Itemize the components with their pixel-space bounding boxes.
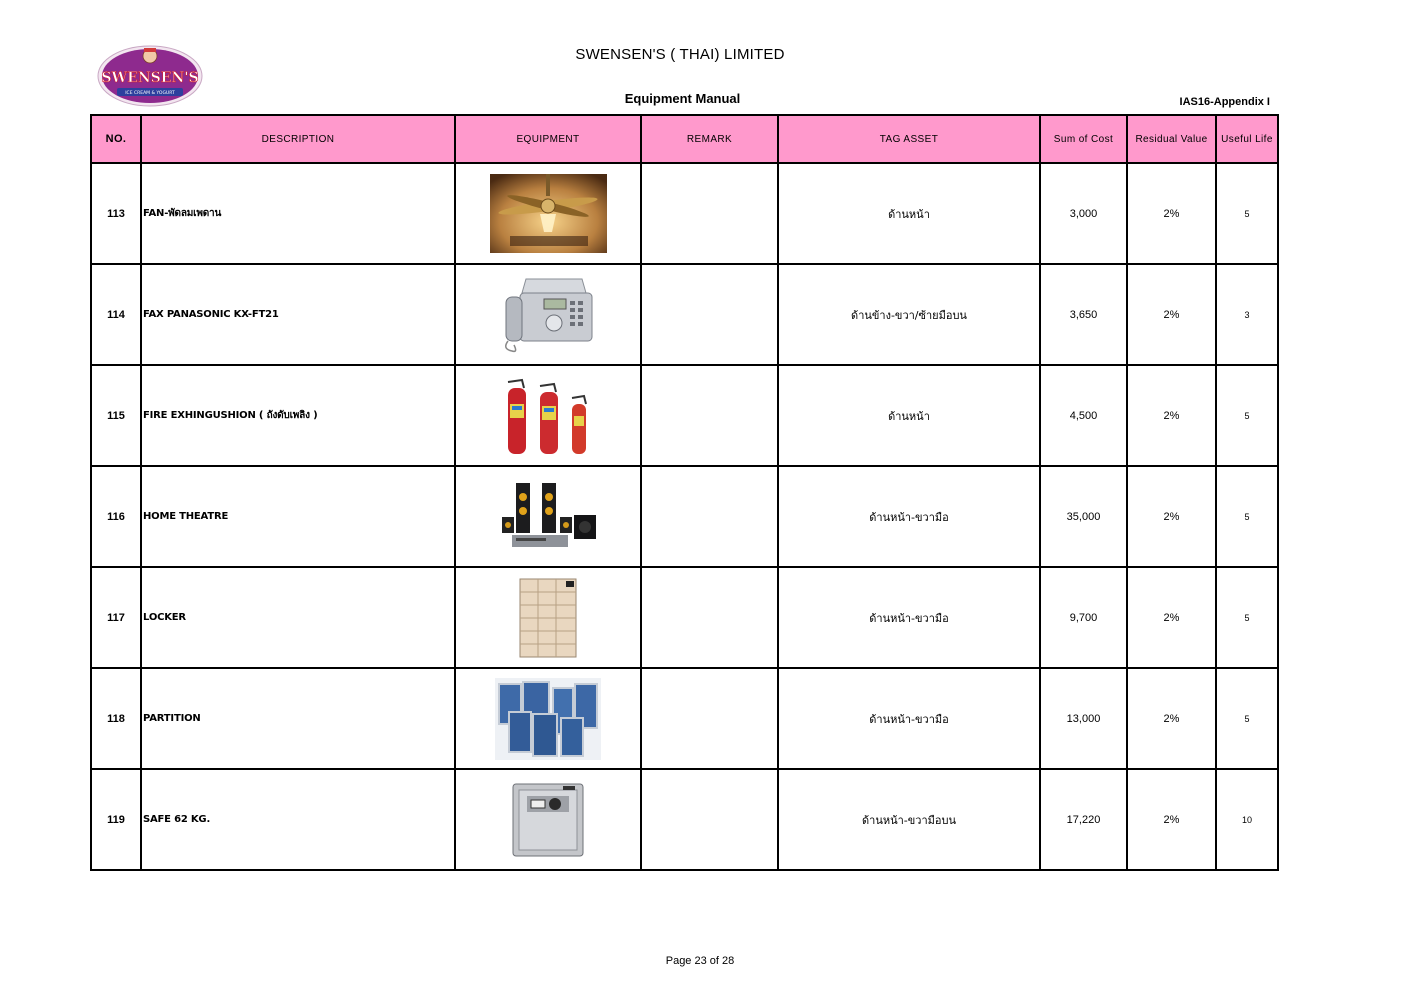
row-no: 115 [91,365,141,466]
col-tag-asset: TAG ASSET [778,115,1040,163]
home-theatre-photo [498,481,598,553]
col-no: NO. [91,115,141,163]
col-sum-cost: Sum of Cost [1040,115,1127,163]
row-residual: 2% [1127,466,1216,567]
safe-photo [509,780,587,860]
col-residual: Residual Value [1127,115,1216,163]
row-life: 3 [1216,264,1278,365]
row-life: 5 [1216,567,1278,668]
row-remark [641,769,778,870]
col-useful-life: Useful Life [1216,115,1278,163]
row-tag-asset: ด้านหน้า-ขวามือบน [778,769,1040,870]
fax-machine-photo [498,275,598,355]
row-remark [641,163,778,264]
row-description: FIRE EXHINGUSHION ( ถังดับเพลิง ) [141,365,455,466]
locker-photo [516,577,580,659]
row-residual: 2% [1127,163,1216,264]
row-description: PARTITION [141,668,455,769]
table-row [91,264,1278,365]
row-tag-asset: ด้านหน้า [778,163,1040,264]
row-cost: 4,500 [1040,365,1127,466]
row-residual: 2% [1127,668,1216,769]
row-no: 117 [91,567,141,668]
logo-tagline: ICE CREAM & YOGURT [125,91,175,96]
row-equipment [455,668,641,769]
logo-wordmark: SWENSEN'S [101,70,199,86]
document-title: Equipment Manual [624,91,741,106]
row-no: 119 [91,769,141,870]
row-cost: 35,000 [1040,466,1127,567]
table-row [91,466,1278,567]
row-equipment [455,365,641,466]
row-no: 113 [91,163,141,264]
table-row [91,163,1278,264]
table-row [91,365,1278,466]
partition-photo [495,678,601,760]
row-remark [641,466,778,567]
row-remark [641,365,778,466]
col-remark: REMARK [641,115,778,163]
row-cost: 3,650 [1040,264,1127,365]
row-no: 114 [91,264,141,365]
swensens-logo [97,45,203,107]
row-description: SAFE 62 KG. [141,769,455,870]
row-no: 118 [91,668,141,769]
row-remark [641,567,778,668]
row-description: HOME THEATRE [141,466,455,567]
table-row [91,668,1278,769]
row-tag-asset: ด้านหน้า-ขวามือ [778,668,1040,769]
row-cost: 3,000 [1040,163,1127,264]
row-description: LOCKER [141,567,455,668]
row-life: 5 [1216,668,1278,769]
row-life: 5 [1216,365,1278,466]
header-row [91,115,1278,163]
row-residual: 2% [1127,365,1216,466]
col-description: DESCRIPTION [141,115,455,163]
row-equipment [455,567,641,668]
row-description: FAX PANASONIC KX-FT21 [141,264,455,365]
row-equipment [455,466,641,567]
row-life: 10 [1216,769,1278,870]
company-name: SWENSEN'S ( THAI) LIMITED [575,46,785,63]
ceiling-fan-photo [490,174,607,253]
row-residual: 2% [1127,264,1216,365]
row-residual: 2% [1127,567,1216,668]
row-residual: 2% [1127,769,1216,870]
row-remark [641,668,778,769]
equipment-table [90,114,1279,871]
table-row [91,567,1278,668]
row-tag-asset: ด้านหน้า [778,365,1040,466]
row-tag-asset: ด้านหน้า-ขวามือ [778,466,1040,567]
row-life: 5 [1216,163,1278,264]
row-life: 5 [1216,466,1278,567]
row-remark [641,264,778,365]
row-description: FAN-พัดลมเพดาน [141,163,455,264]
appendix-label: IAS16-Appendix I [1179,96,1270,108]
row-no: 116 [91,466,141,567]
row-cost: 13,000 [1040,668,1127,769]
row-tag-asset: ด้านข้าง-ขวา/ซ้ายมือบน [778,264,1040,365]
page-number: Page 23 of 28 [665,955,735,967]
row-cost: 17,220 [1040,769,1127,870]
row-equipment [455,264,641,365]
col-equipment: EQUIPMENT [455,115,641,163]
row-tag-asset: ด้านหน้า-ขวามือ [778,567,1040,668]
row-cost: 9,700 [1040,567,1127,668]
table-row [91,769,1278,870]
fire-extinguisher-photo [500,376,596,456]
row-equipment [455,769,641,870]
row-equipment [455,163,641,264]
